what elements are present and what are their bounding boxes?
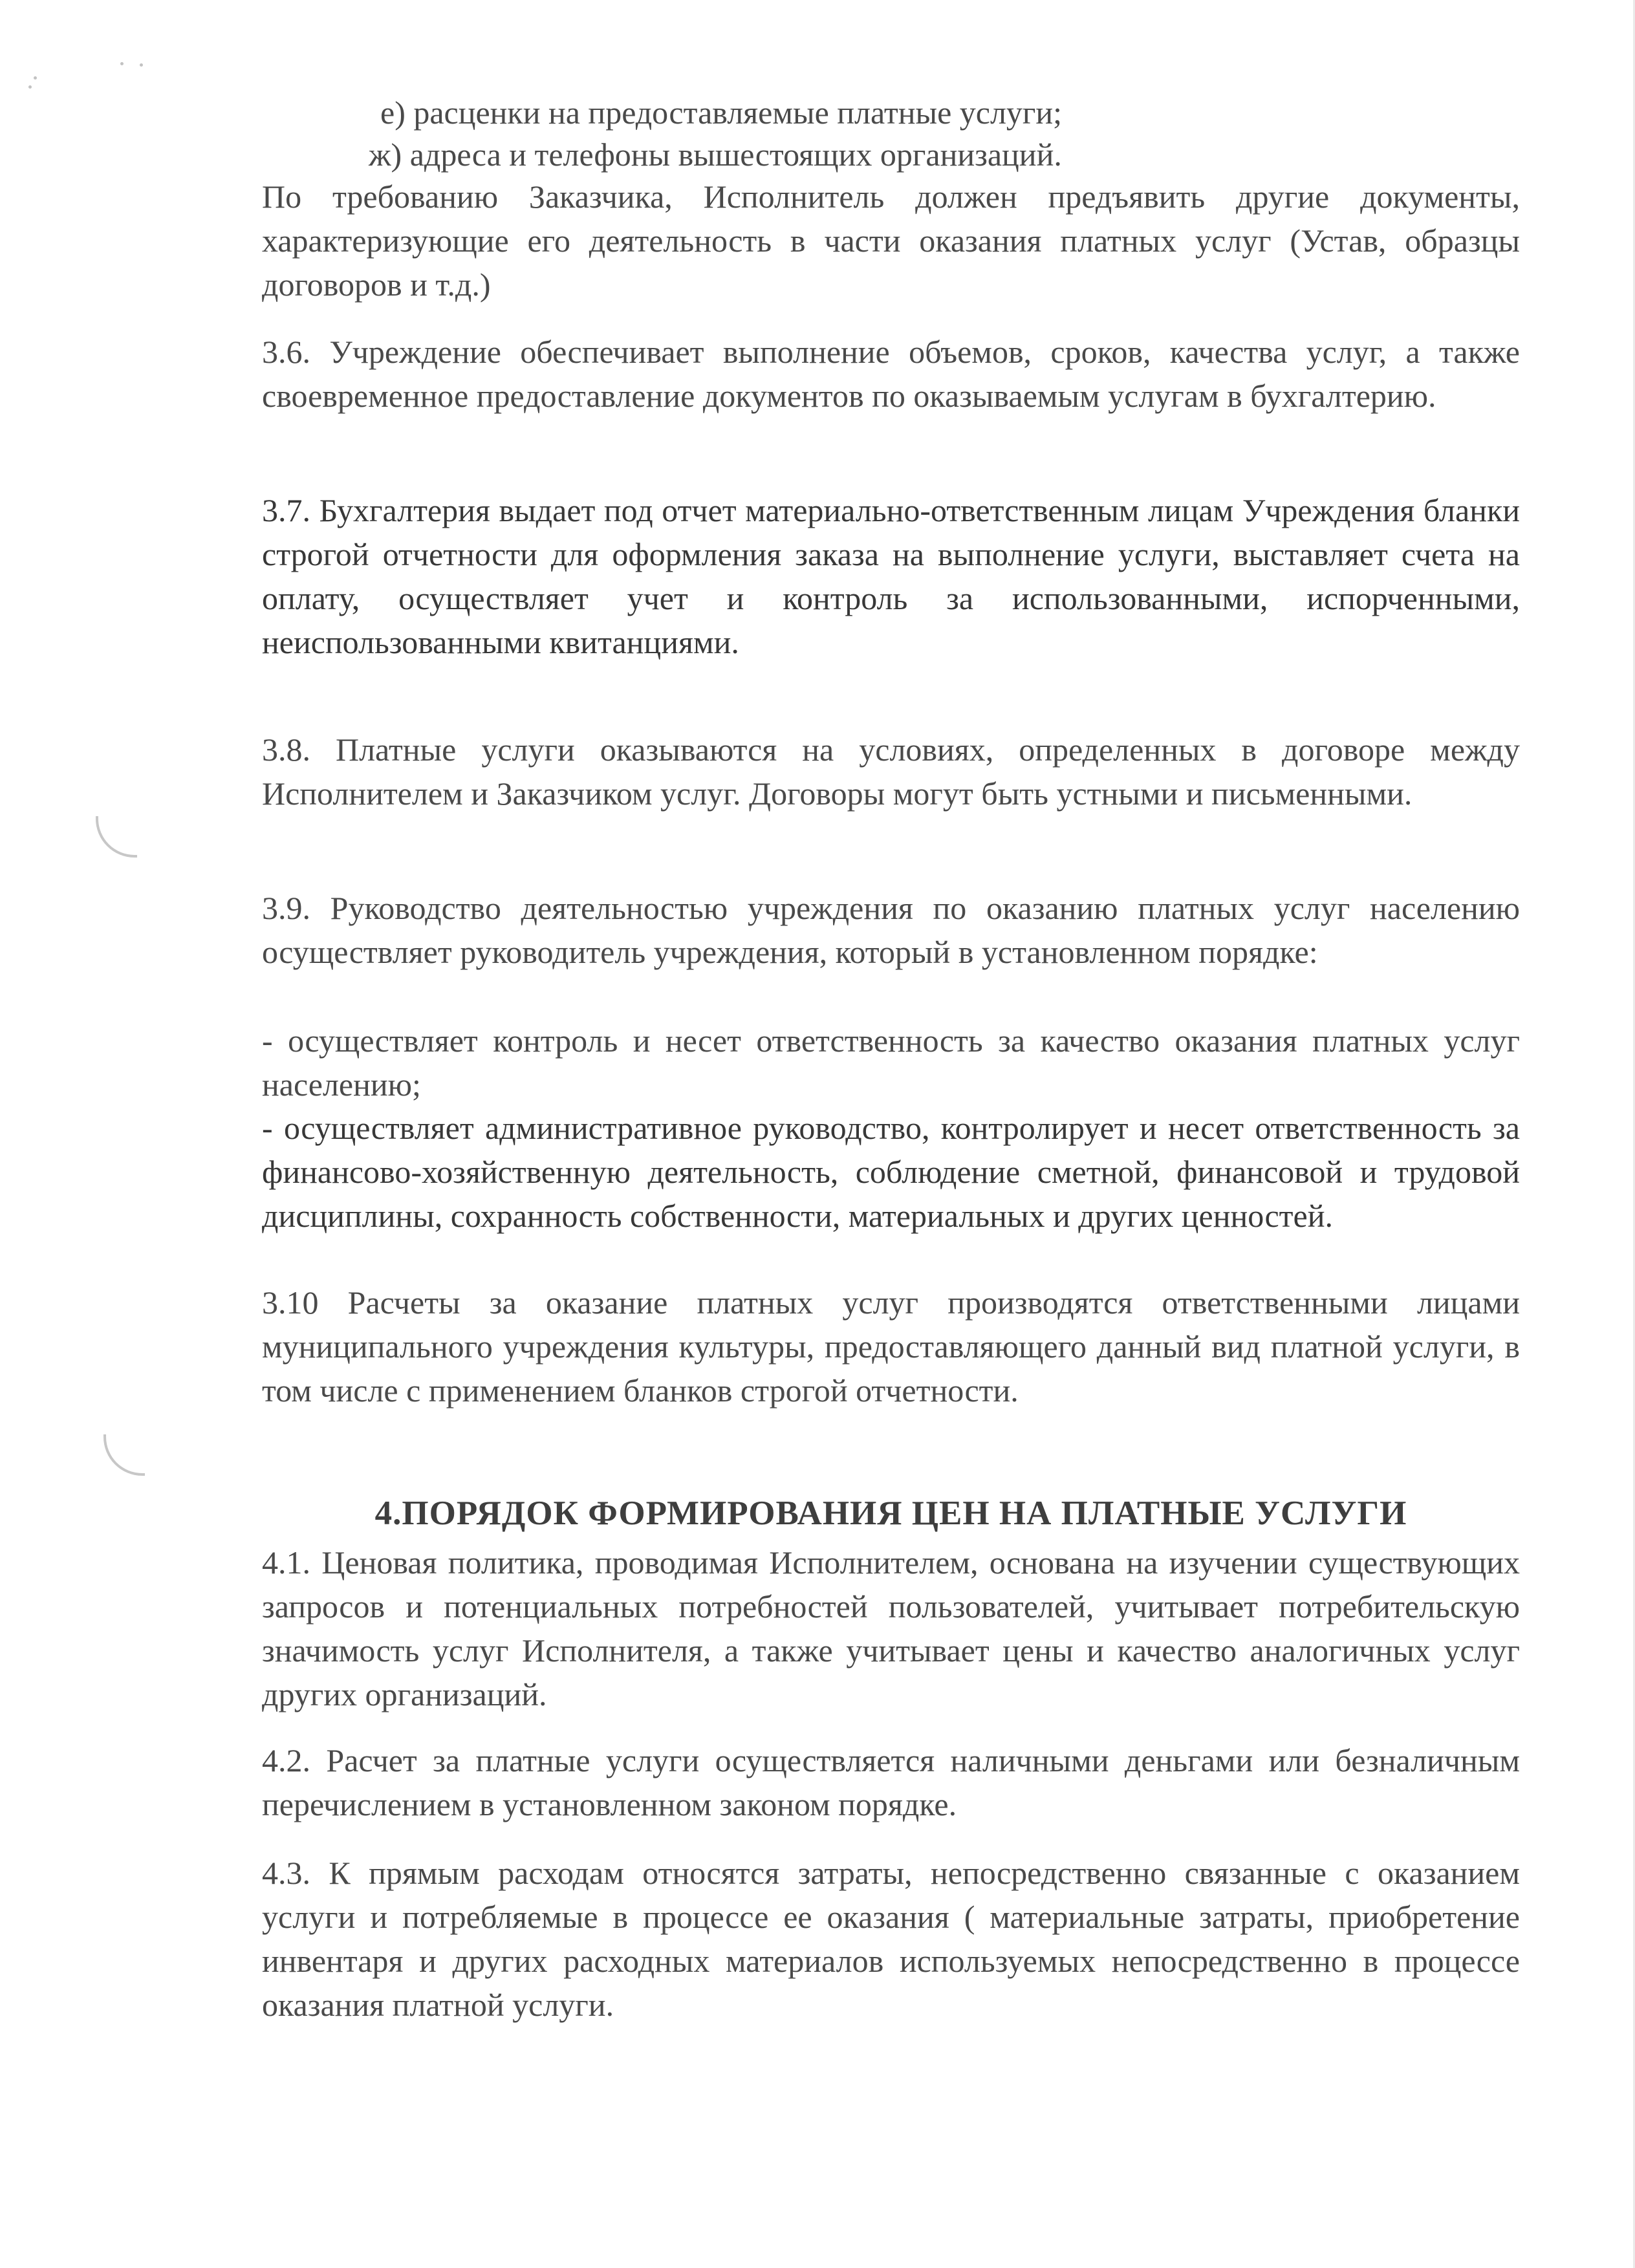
clause-3-6: 3.6. Учреждение обеспечивает выполнение объемов, сроков, качества услуг, а также своевременное предоставление документов по оказываемым услугам в бухгалтерию. [262,334,1520,414]
scan-speck [34,76,37,80]
scan-speck [140,63,143,67]
punch-hole-mark [103,1434,145,1476]
scan-speck [120,62,124,65]
clause-4-3: 4.3. К прямым расходам относятся затраты, непосредственно связанные с оказанием услуги и потребляемые в процессе ее оказания ( материальные затраты, приобретение инвентаря и других расходных материалов используемых непосредственно в процессе оказания платной услуги. [262,1855,1520,2023]
punch-hole-mark [96,816,137,858]
clause-3-9-item-2: - осуществляет административное руководство, контролирует и несет ответственность за финансово-хозяйственную деятельность, соблюдение сметной, финансовой и трудовой дисциплины, сохранность собственности, материальных и других ценностей. [262,1110,1520,1234]
clause-4-2: 4.2. Расчет за платные услуги осуществляется наличными деньгами или безналичным перечислением в установленном законом порядке. [262,1742,1520,1822]
clause-3-9: 3.9. Руководство деятельностью учреждения по оказанию платных услуг населению осуществляет руководитель учреждения, который в установленном порядке: [262,890,1520,970]
intro-paragraph: По требованию Заказчика, Исполнитель должен предъявить другие документы, характеризующие его деятельность в части оказания платных услуг (Устав, образцы договоров и т.д.) [262,178,1520,303]
list-item-e: е) расценки на предоставляемые платные услуги; [380,94,1063,131]
list-item-zh: ж) адреса и телефоны вышестоящих организаций. [369,136,1062,173]
clause-3-10: 3.10 Расчеты за оказание платных услуг производятся ответственными лицами муниципального учреждения культуры, предоставляющего данный вид платной услуги, в том числе с применением бланков строгой отчетности. [262,1284,1520,1409]
scan-speck [28,85,32,89]
clause-3-8: 3.8. Платные услуги оказываются на условиях, определенных в договоре между Исполнителем и Заказчиком услуг. Договоры могут быть устными и письменными. [262,731,1520,812]
clause-4-1: 4.1. Ценовая политика, проводимая Исполнителем, основана на изучении существующих запросов и потенциальных потребностей пользователей, учитывает потребительскую значимость услуг Исполнителя, а также учитывает цены и качество аналогичных услуг других организаций. [262,1544,1520,1712]
section-4-heading: 4.ПОРЯДОК ФОРМИРОВАНИЯ ЦЕН НА ПЛАТНЫЕ УСЛУГИ [374,1495,1407,1532]
clause-3-9-item-1: - осуществляет контроль и несет ответственность за качество оказания платных услуг населению; [262,1022,1520,1103]
clause-3-7: 3.7. Бухгалтерия выдает под отчет материально-ответственным лицам Учреждения бланки строгой отчетности для оформления заказа на выполнение услуги, выставляет счета на оплату, осуществляет учет и контроль за использованными, испорченными, неиспользованными квитанциями. [262,492,1520,660]
